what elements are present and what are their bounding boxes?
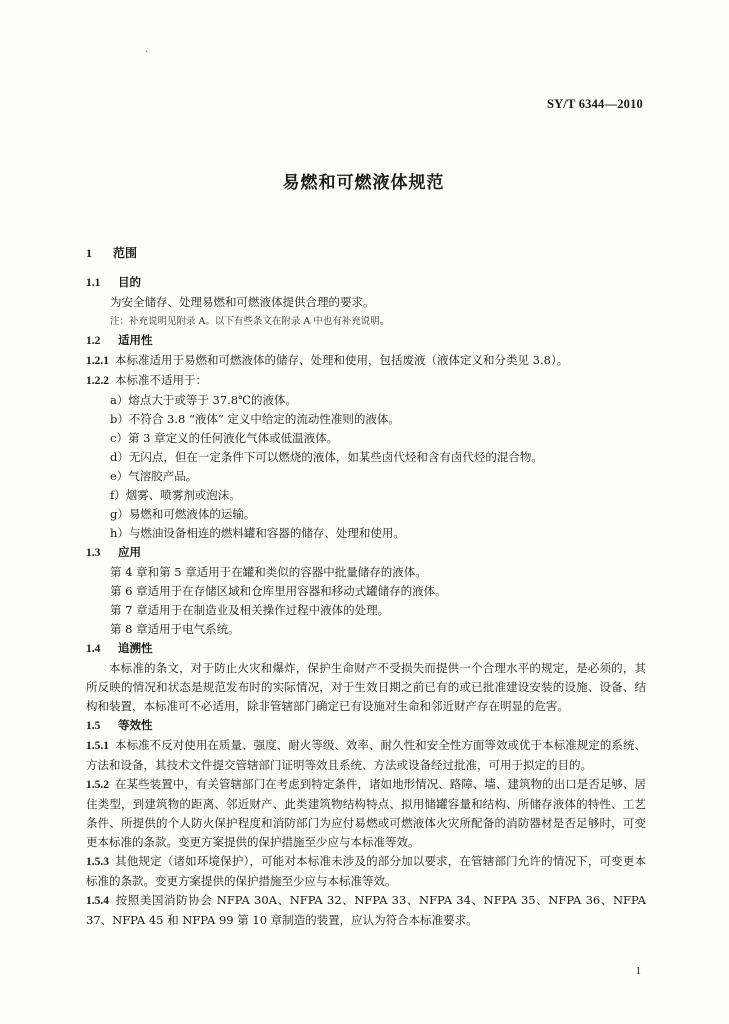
list-item: h）与燃油设备相连的燃料罐和容器的储存、处理和使用。 <box>110 526 405 540</box>
clause-text: 本标准不反对使用在质量、强度、耐火等级、效率、耐久性和安全性方面等效或优于本标准规定的系统、方法和设备，其技术文件提交管辖部门证明等效且系统、方法或设备经过批准，可用于拟定的目的。 <box>86 738 646 772</box>
heading-1-1 <box>86 273 646 293</box>
section-number: 1 <box>86 246 92 260</box>
application-line: 第 4 章和第 5 章适用于在罐和类似的容器中批量储存的液体。 <box>110 565 427 579</box>
clause-number: 1.2.2 <box>86 375 109 387</box>
list-item: g）易燃和可燃液体的运输。 <box>110 507 256 521</box>
heading-title: 适用性 <box>118 333 153 347</box>
clause-text: 本标准适用于易燃和可燃液体的储存、处理和使用，包括废液（液体定义和分类见 3.8）。 <box>115 353 569 367</box>
heading-number: 1.3 <box>86 547 101 559</box>
clause-text: 按照美国消防协会 NFPA 30A、NFPA 32、NFPA 33、NFPA 34、NFPA 35、NFPA 36、NFPA 37、NFPA 45 和 NFPA 99 第 10 章制造的装置，应认为符合本标准要求。 <box>86 893 646 927</box>
heading-number: 1.4 <box>86 643 101 655</box>
standard-code: SY/T 6344—2010 <box>547 97 643 111</box>
clause-1-2-2 <box>86 371 646 391</box>
heading-number: 1.2 <box>86 335 101 347</box>
clause-number: 1.5.1 <box>86 740 109 752</box>
clause-1-5-4 <box>86 891 646 930</box>
section-1-heading <box>86 244 646 263</box>
heading-number: 1.1 <box>86 277 101 289</box>
heading-title: 目的 <box>118 275 141 289</box>
paragraph-1-1: 为安全储存、处理易燃和可燃液体提供合理的要求。 <box>110 295 375 309</box>
paragraph-1-4: 本标准的条文，对于防止火灾和爆炸，保护生命财产不受损失而提供一个合理水平的规定，是必须的，其所反映的情况和状态是规范发布时的实际情况，对于生效日期之前已有的或已批准建设安装的设施、设备、结构和装置，本标准可不必适用，除非管辖部门确定已有设施对生命和邻近财产存在明显的危害。 <box>86 661 646 713</box>
clause-text: 其他规定（诸如环境保护），可能对本标准未涉及的部分加以要求，在管辖部门允许的情况下，可变更本标准的条款。变更方案提供的保护措施至少应与本标准等效。 <box>86 854 646 888</box>
clause-number: 1.5.4 <box>86 895 109 907</box>
list-item: a）熔点大于或等于 37.8℃的液体。 <box>110 393 297 407</box>
list-item: d）无闪点，但在一定条件下可以燃烧的液体，如某些卤代烃和含有卤代烃的混合物。 <box>110 450 543 464</box>
scan-dot: . <box>145 44 149 55</box>
list-item: f）烟雾、喷雾剂或泡沫。 <box>110 488 241 502</box>
heading-1-4 <box>86 639 646 659</box>
clause-1-5-1 <box>86 736 646 775</box>
clause-text: 在某些装置中，有关管辖部门在考虑到特定条件，诸如地形情况、路障、墙、建筑物的出口是否足够、居住类型，到建筑物的距离、邻近财产、此类建筑物结构特点、拟用储罐容量和结构、所储存液体的特性、工艺条件、所提供的个人防火保护程度和消防部门为应付易燃或可燃液体火灾所配备的消防器材是否足够时，可变更本标准的条款。变更方案提供的保护措施至少应与本标准等效。 <box>86 777 646 849</box>
heading-1-5 <box>86 716 646 736</box>
application-line: 第 8 章适用于电气系统。 <box>110 622 240 636</box>
clause-1-2-1 <box>86 351 646 371</box>
document-body <box>86 244 646 930</box>
clause-1-5-2 <box>86 775 646 852</box>
application-line: 第 7 章适用于在制造业及相关操作过程中液体的处理。 <box>110 603 390 617</box>
heading-title: 应用 <box>118 545 141 559</box>
heading-1-2 <box>86 331 646 351</box>
clause-text: 本标准不适用于： <box>115 373 207 387</box>
clause-1-5-3 <box>86 852 646 891</box>
heading-title: 等效性 <box>118 718 153 732</box>
clause-number: 1.5.2 <box>86 779 109 791</box>
list-item: b）不符合 3.8 “液体” 定义中给定的流动性准则的液体。 <box>110 412 400 426</box>
list-item: e）气溶胶产品。 <box>110 469 198 483</box>
heading-1-3 <box>86 543 646 563</box>
note-1-1: 注：补充说明见附录 A。以下有些条文在附录 A 中也有补充说明。 <box>110 316 390 327</box>
heading-title: 追溯性 <box>118 641 153 655</box>
clause-number: 1.2.1 <box>86 355 109 367</box>
heading-number: 1.5 <box>86 720 101 732</box>
page-number: 1 <box>635 965 641 977</box>
list-item: c）第 3 章定义的任何液化气体或低温液体。 <box>110 431 339 445</box>
clause-number: 1.5.3 <box>86 856 109 868</box>
section-title: 范围 <box>113 246 138 260</box>
document-title: 易燃和可燃液体规范 <box>282 173 445 193</box>
application-line: 第 6 章适用于在存储区域和仓库里用容器和移动式罐储存的液体。 <box>110 584 447 598</box>
